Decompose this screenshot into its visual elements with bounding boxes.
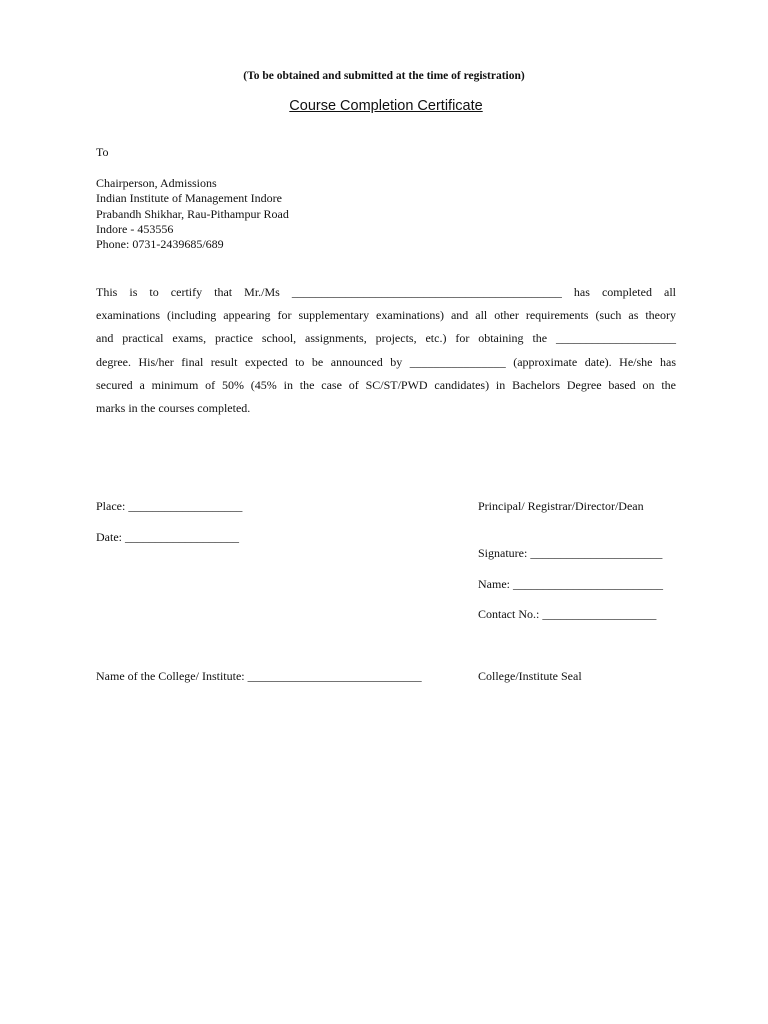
body-line: marks in the courses completed. (96, 401, 251, 416)
certificate-title: Course Completion Certificate (289, 98, 483, 114)
name-field: Name: _________________________ (478, 577, 663, 591)
address-line: Chairperson, Admissions (96, 176, 217, 190)
body-line: secured a minimum of 50% (45% in the case of SC/ST/PWD candidates) in Bachelors Degree based on the (96, 377, 676, 392)
body-line: and practical exams, practice school, assignments, projects, etc.) for obtaining the ____________________ (96, 331, 676, 346)
salutation: To (96, 145, 109, 159)
body-line: examinations (including appearing for supplementary examinations) and all other requirements (such as theory (96, 308, 676, 323)
registration-note: (To be obtained and submitted at the time of registration) (243, 70, 525, 82)
college-name-field: Name of the College/ Institute: _____________________________ (96, 669, 422, 683)
place-field: Place: ___________________ (96, 499, 243, 513)
certificate-body (96, 281, 676, 420)
address-line: Indore - 453556 (96, 221, 174, 236)
body-line: degree. His/her final result expected to be announced by ________________ (approximate date). He/she has (96, 354, 676, 369)
signature-field: Signature: ______________________ (478, 546, 663, 560)
address-line: Indian Institute of Management Indore (96, 191, 282, 206)
date-field: Date: ___________________ (96, 530, 239, 544)
address-line: Prabandh Shikhar, Rau-Pithampur Road (96, 206, 289, 221)
signatory-title: Principal/ Registrar/Director/Dean (478, 499, 644, 513)
body-line: This is to certify that Mr./Ms _____________________________________________ has completed all (96, 285, 676, 299)
college-seal-label: College/Institute Seal (478, 669, 582, 683)
recipient-address (96, 176, 289, 252)
address-line: Phone: 0731-2439685/689 (96, 237, 224, 252)
contact-field: Contact No.: ___________________ (478, 607, 657, 621)
